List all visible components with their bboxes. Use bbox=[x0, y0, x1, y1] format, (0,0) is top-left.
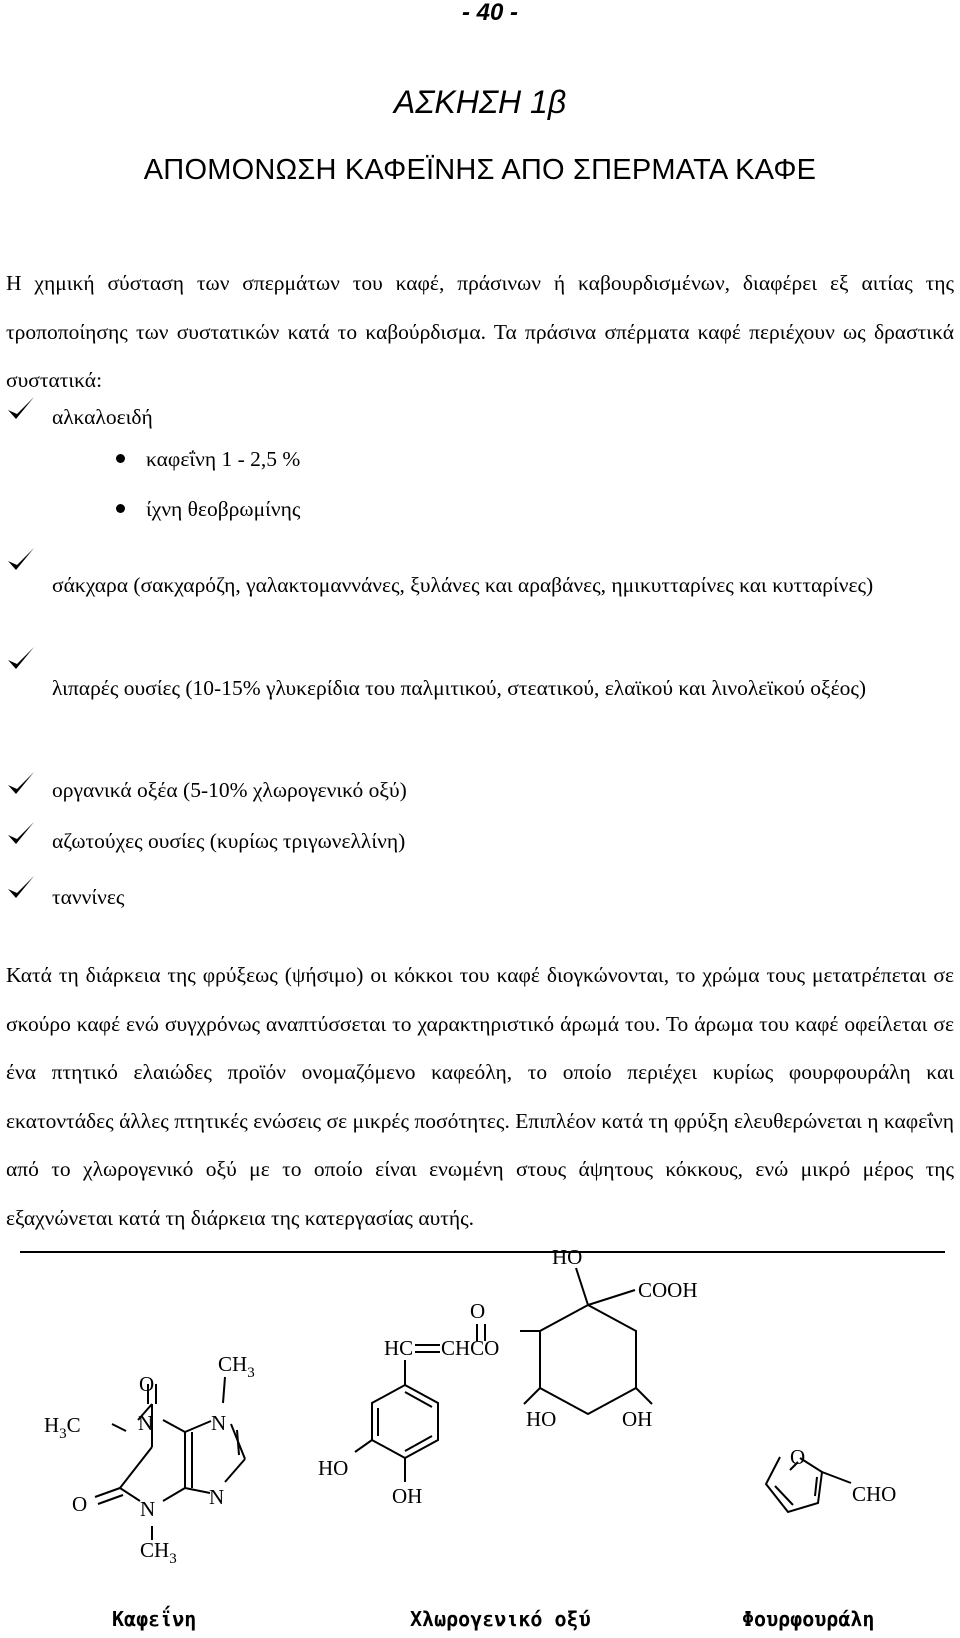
chlorogenic-oh-right: OH bbox=[622, 1407, 653, 1431]
caption-chlorogenic-acid: Χλωρογενικό οξύ bbox=[410, 1607, 591, 1631]
list-item-sugars: σάκχαρα (σακχαρόζη, γαλακτομαννάνες, ξυλάνες και αραβάνες, ημικυτταρίνες και κυτταρίνες) bbox=[52, 573, 874, 597]
chlorogenic-ho-left: HO bbox=[318, 1456, 349, 1480]
caption-caffeine: Καφεΐνη bbox=[112, 1607, 197, 1631]
caffeine-n9: N bbox=[209, 1485, 225, 1509]
chlorogenic-hc: HC bbox=[384, 1336, 414, 1360]
caffeine-n1: N bbox=[138, 1411, 154, 1435]
sub-item-theobromine: ίχνη θεοβρωμίνης bbox=[146, 497, 301, 521]
chlorogenic-oh-bottom: OH bbox=[392, 1484, 423, 1508]
chlorogenic-ho-ring: HO bbox=[526, 1407, 557, 1431]
chlorogenic-o-carbonyl: O bbox=[470, 1299, 486, 1323]
furfural-cho: CHO bbox=[852, 1482, 897, 1506]
roasting-paragraph: Κατά τη διάρκεια της φρύξεως (ψήσιμο) οι κόκκοι του καφέ διογκώνονται, το χρώμα τους μετατρέπεται σε σκούρο καφέ ενώ συγχρόνως αναπτύσσεται το χαρακτηριστικό άρωμά του. Το άρωμα του καφέ οφείλεται σε ένα πτητικό ελαιώδες προϊόν ονομαζόμενο καφεόλη, το οποίο περιέχει κυρίως φουρφουράλη και εκατοντάδες άλλες πτητικές ενώσεις σε μικρές ποσότητες. Επιπλέον κατά τη φρύξη ελευθερώνεται η καφεΐνη από το χλωρογενικό οξύ με το οποίο είναι ενωμένη στους άψητους κόκκους, ενώ μικρό μέρος της εξαχνώνεται κατά τη διάρκεια της κατεργασίας αυτής. bbox=[6, 963, 954, 1230]
sub-item-caffeine: καφεΐνη 1 - 2,5 % bbox=[146, 447, 301, 471]
caffeine-o-top: O bbox=[139, 1372, 155, 1396]
chlorogenic-cooh: COOH bbox=[638, 1278, 698, 1302]
chlorogenic-chco: CHCO bbox=[441, 1336, 500, 1360]
list-item-organic-acids: οργανικά οξέα (5-10% χλωρογενικό οξύ) bbox=[52, 778, 407, 802]
list-item-tannins: ταννίνες bbox=[52, 885, 125, 909]
caffeine-n7: N bbox=[211, 1411, 227, 1435]
list-item-alkaloids: αλκαλοειδή bbox=[52, 405, 153, 429]
main-title: ΑΠΟΜΟΝΩΣΗ ΚΑΦΕΪΝΗΣ ΑΠΟ ΣΠΕΡΜΑΤΑ ΚΑΦΕ bbox=[143, 154, 817, 186]
caffeine-ch3-right: $CH_3$ bbox=[218, 1352, 255, 1381]
list-item-lipids: λιπαρές ουσίες (10-15% γλυκερίδια του παλμιτικού, στεατικού, ελαϊκού και λινολεϊκού οξέος) bbox=[52, 676, 867, 700]
chlorogenic-ho-top: HO bbox=[552, 1245, 583, 1269]
exercise-title: ΑΣΚΗΣΗ 1β bbox=[393, 84, 567, 120]
intro-paragraph: Η χημική σύσταση των σπερμάτων του καφέ, πράσινων ή καβουρδισμένων, διαφέρει εξ αιτίας της τροποποίησης των συστατικών κατά το καβούρδισμα. Τα πράσινα σπέρματα καφέ περιέχουν ως δραστικά συστατικά: bbox=[6, 271, 954, 393]
caffeine-h3c: $H_3C$ bbox=[44, 1413, 81, 1442]
caffeine-structure bbox=[95, 1377, 245, 1540]
caffeine-ch3-bottom: $CH_3$ bbox=[140, 1538, 177, 1567]
chlorogenic-acid-structure bbox=[355, 1268, 652, 1482]
caffeine-n3: N bbox=[140, 1497, 156, 1521]
list-item-nitrogenous: αζωτούχες ουσίες (κυρίως τριγωνελλίνη) bbox=[52, 829, 406, 853]
page-number: - 40 - bbox=[461, 0, 518, 26]
furfural-structure bbox=[766, 1457, 851, 1512]
caffeine-o-left: O bbox=[72, 1492, 88, 1516]
caption-furfural: Φουρφουράλη bbox=[742, 1607, 875, 1631]
furfural-o-ring: O bbox=[790, 1445, 806, 1469]
